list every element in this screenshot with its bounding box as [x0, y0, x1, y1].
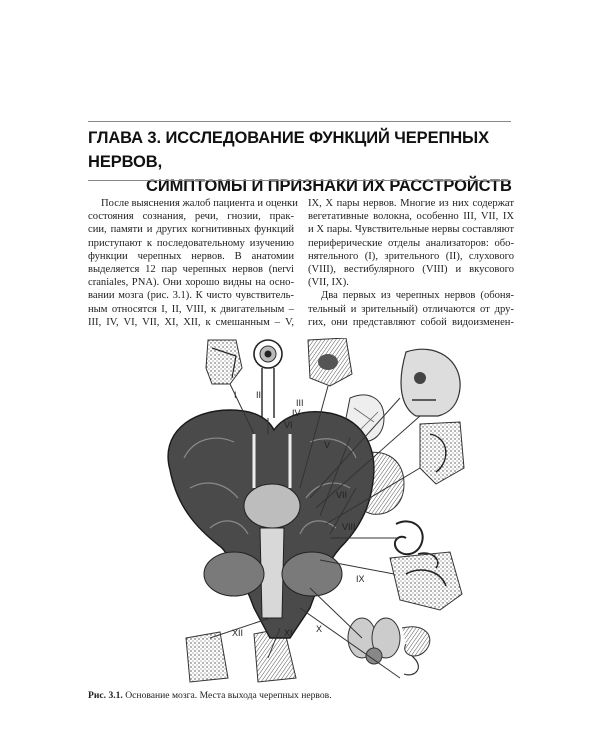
- top-rule: [88, 121, 511, 122]
- left-line-3: сии, памяти и других когнитивных функций: [88, 224, 294, 236]
- right-line-5: нятельного (I), зрительного (II), слухового: [308, 250, 514, 262]
- throat-illustration: [390, 552, 462, 610]
- chapter-title: [88, 126, 518, 198]
- left-line-8: вании мозга (рис. 3.1). К чисто чувствитель-: [88, 290, 294, 302]
- orbit-illustration: [308, 338, 352, 386]
- right-para2-line-3: гих, они представляют собой видоизменен-: [308, 316, 514, 328]
- nasal-section-illustration: [420, 422, 464, 484]
- right-line-4: периферические отделы анализаторов: обо-: [308, 237, 514, 249]
- right-line-6: (VIII), вестибулярного (VIII) и вкусового: [308, 264, 514, 276]
- label-nerve-X: X: [316, 624, 323, 634]
- left-line-2: состояния сознания, речи, гнозии, прак-: [88, 211, 294, 223]
- label-nerve-VI: VI: [284, 420, 293, 430]
- left-line-6: выделяется 12 пар черепных нервов (nervi: [88, 264, 294, 276]
- label-nerve-VII: VII: [336, 490, 348, 500]
- label-nerve-XII: XII: [232, 628, 244, 638]
- label-nerve-XI: XI: [284, 628, 293, 638]
- right-para2-line-2: тельный и зрительный) отличаются от дру-: [308, 303, 514, 315]
- right-line-1: IX, X пары нервов. Многие из них содержат: [308, 198, 514, 209]
- right-line-7: (VII, IX).: [308, 277, 349, 289]
- right-line-3: и X пары. Чувствительные нервы составляют: [308, 224, 514, 236]
- right-para2-line-1: Два первых из черепных нервов (обоня-: [321, 290, 514, 302]
- viscera-illustration: [348, 618, 430, 675]
- figure-caption: [88, 690, 332, 701]
- brain-base-figure: [150, 338, 470, 684]
- skull-head-illustration: [401, 349, 460, 416]
- label-nerve-V: V: [324, 440, 331, 450]
- right-column: [308, 197, 514, 329]
- eye-illustration: [254, 340, 282, 418]
- label-nerve-IX: IX: [356, 574, 365, 584]
- bottom-rule: [88, 180, 511, 181]
- left-line-7: craniales, PNA). Они хорошо видны на осно-: [88, 277, 294, 289]
- chapter-title-line-2: СИМПТОМЫ И ПРИЗНАКИ ИХ РАССТРОЙСТВ: [146, 177, 512, 195]
- label-nerve-II: II: [256, 390, 262, 400]
- label-nerve-IV: IV: [292, 408, 301, 418]
- label-nerve-I: I: [234, 390, 237, 400]
- label-nerve-III: III: [296, 398, 304, 408]
- left-line-5: функции черепных нервов. В анатомии: [88, 250, 294, 262]
- label-nerve-VIII: VIII: [342, 522, 356, 532]
- left-line-9: ным относятся I, II, VIII, к двигательным –: [88, 303, 294, 315]
- left-line-4: приступают к последовательному изучению: [88, 237, 294, 249]
- left-column: [88, 197, 298, 329]
- figure-caption-text: Основание мозга. Места выхода черепных нервов.: [122, 690, 332, 701]
- left-line-10: III, IV, VI, VII, XI, XII, к смешанным – V,: [88, 316, 294, 328]
- right-line-2: вегетативные волокна, особенно III, VII, IX: [308, 211, 514, 223]
- chapter-title-line-1: ГЛАВА 3. ИССЛЕДОВАНИЕ ФУНКЦИЙ ЧЕРЕПНЫХ НЕРВОВ,: [88, 129, 490, 171]
- left-line-1: После выяснения жалоб пациента и оценки: [101, 198, 298, 209]
- nose-illustration: [206, 340, 242, 384]
- figure-caption-label: Рис. 3.1.: [88, 690, 123, 701]
